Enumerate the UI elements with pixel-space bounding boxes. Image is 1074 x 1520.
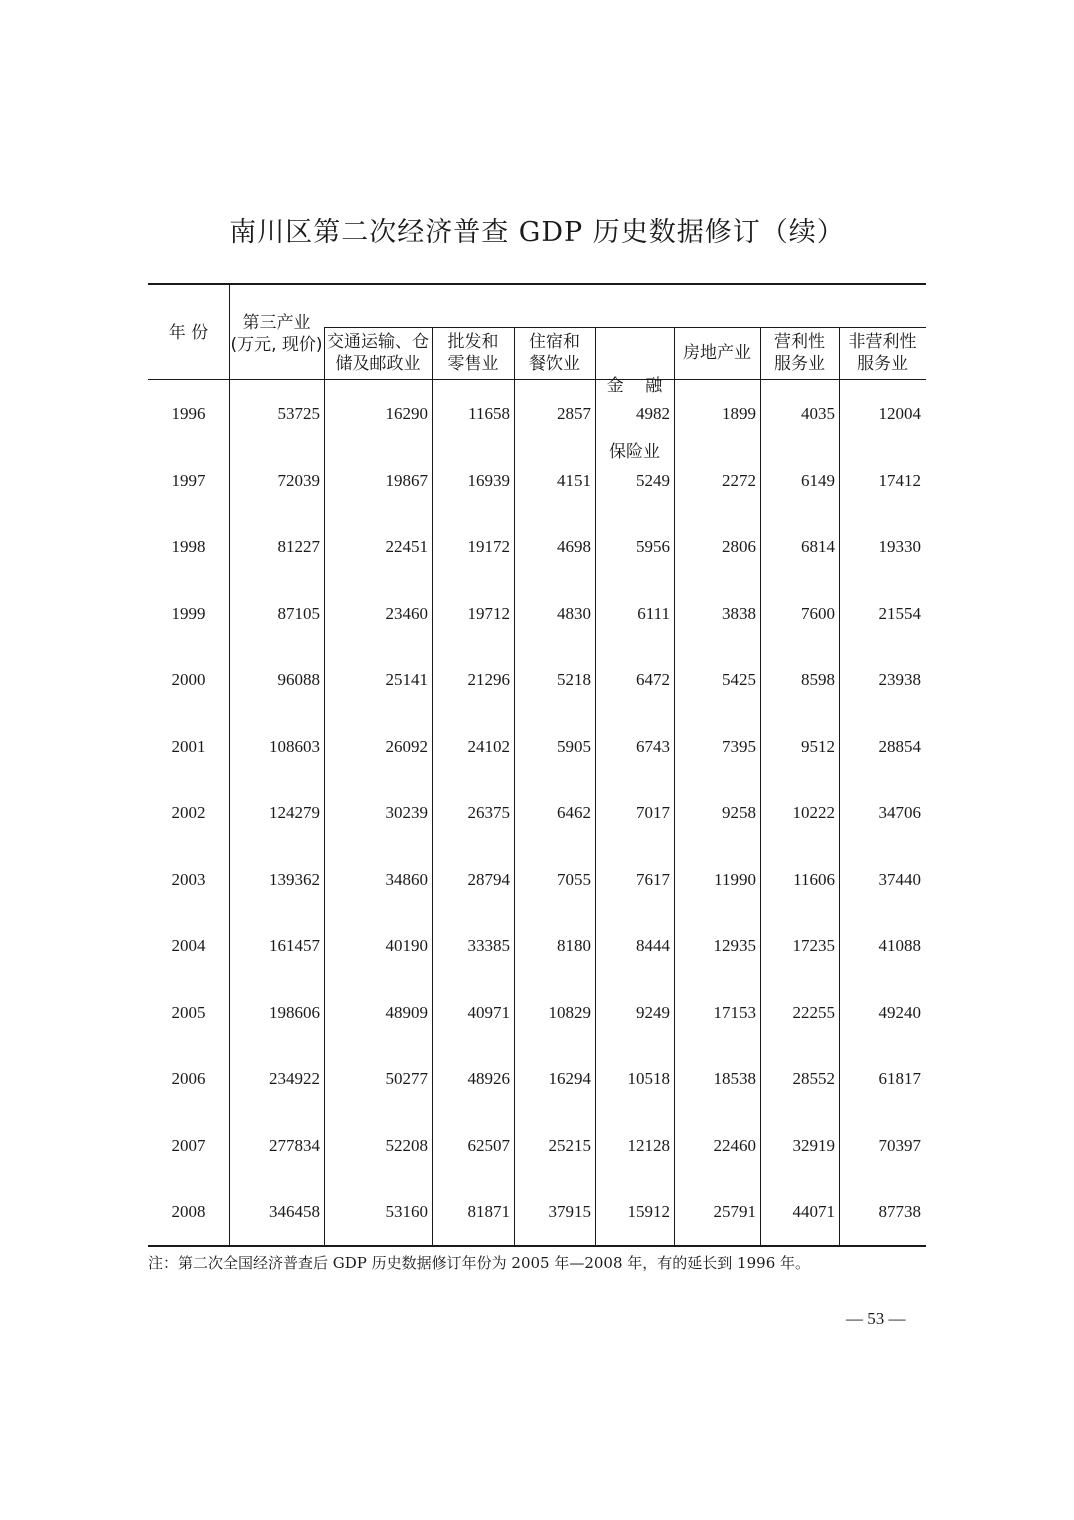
header-year: 年 份 bbox=[168, 323, 209, 343]
value-cell: 4830 bbox=[557, 604, 591, 623]
value-cell: 22460 bbox=[713, 1136, 756, 1155]
year-cell: 2008 bbox=[171, 1202, 206, 1221]
value-cell: 17412 bbox=[878, 471, 921, 490]
value-cell: 37440 bbox=[878, 870, 921, 889]
value-cell: 5905 bbox=[557, 737, 591, 756]
header-hotel bbox=[514, 331, 595, 375]
value-cell: 50277 bbox=[385, 1069, 428, 1088]
value-cell: 21554 bbox=[878, 604, 921, 623]
value-cell: 6743 bbox=[636, 737, 670, 756]
header-nonprofit-line2: 服务业 bbox=[857, 354, 908, 374]
year-cell: 2001 bbox=[171, 737, 206, 756]
value-cell: 48926 bbox=[467, 1069, 510, 1088]
value-cell: 2857 bbox=[557, 404, 591, 423]
value-cell: 277834 bbox=[269, 1136, 320, 1155]
value-cell: 19330 bbox=[878, 537, 921, 556]
header-wholesale-line1: 批发和 bbox=[447, 332, 499, 352]
value-cell: 1899 bbox=[722, 404, 756, 423]
year-cell: 2005 bbox=[171, 1003, 206, 1022]
value-cell: 10222 bbox=[792, 803, 835, 822]
year-cell: 2007 bbox=[171, 1136, 206, 1155]
value-cell: 7055 bbox=[557, 870, 591, 889]
value-cell: 21296 bbox=[467, 670, 510, 689]
value-cell: 25215 bbox=[548, 1136, 591, 1155]
value-cell: 16294 bbox=[548, 1069, 591, 1088]
header-nonprofit-line1: 非营利性 bbox=[848, 332, 917, 352]
value-cell: 9249 bbox=[636, 1003, 670, 1022]
value-cell: 53160 bbox=[385, 1202, 428, 1221]
table-header-rule bbox=[148, 379, 926, 380]
header-wholesale bbox=[432, 331, 514, 375]
header-nonprofit bbox=[839, 331, 926, 375]
column-divider bbox=[760, 327, 761, 1245]
header-tertiary-line2: (万元, 现价) bbox=[230, 335, 323, 355]
year-cell: 1996 bbox=[171, 404, 206, 423]
value-cell: 12128 bbox=[627, 1136, 670, 1155]
value-cell: 11606 bbox=[793, 870, 835, 889]
value-cell: 2272 bbox=[722, 471, 756, 490]
year-cell: 2000 bbox=[171, 670, 206, 689]
value-cell: 17153 bbox=[713, 1003, 756, 1022]
value-cell: 108603 bbox=[269, 737, 320, 756]
value-cell: 12004 bbox=[878, 404, 921, 423]
value-cell: 44071 bbox=[792, 1202, 835, 1221]
value-cell: 41088 bbox=[878, 936, 921, 955]
value-cell: 52208 bbox=[385, 1136, 428, 1155]
value-cell: 22255 bbox=[792, 1003, 835, 1022]
value-cell: 5425 bbox=[722, 670, 756, 689]
value-cell: 12935 bbox=[713, 936, 756, 955]
value-cell: 62507 bbox=[467, 1136, 510, 1155]
year-cell: 2006 bbox=[171, 1069, 206, 1088]
value-cell: 4151 bbox=[557, 471, 591, 490]
value-cell: 161457 bbox=[269, 936, 320, 955]
value-cell: 11990 bbox=[714, 870, 756, 889]
value-cell: 7017 bbox=[636, 803, 670, 822]
value-cell: 10518 bbox=[627, 1069, 670, 1088]
value-cell: 23938 bbox=[878, 670, 921, 689]
value-cell: 72039 bbox=[277, 471, 320, 490]
value-cell: 4982 bbox=[636, 404, 670, 423]
value-cell: 34706 bbox=[878, 803, 921, 822]
table-subheader-rule bbox=[324, 327, 926, 328]
header-forprofit bbox=[760, 331, 839, 375]
column-divider bbox=[229, 284, 230, 1245]
value-cell: 26092 bbox=[385, 737, 428, 756]
value-cell: 6462 bbox=[557, 803, 591, 822]
value-cell: 8444 bbox=[636, 936, 670, 955]
value-cell: 61817 bbox=[878, 1069, 921, 1088]
value-cell: 7617 bbox=[636, 870, 670, 889]
header-finance-line1: 金 融 bbox=[606, 376, 663, 396]
value-cell: 15912 bbox=[627, 1202, 670, 1221]
value-cell: 346458 bbox=[269, 1202, 320, 1221]
table-top-rule bbox=[148, 283, 926, 285]
value-cell: 10829 bbox=[548, 1003, 591, 1022]
table-bottom-rule bbox=[148, 1245, 926, 1247]
value-cell: 81871 bbox=[467, 1202, 510, 1221]
header-hotel-line1: 住宿和 bbox=[529, 332, 580, 352]
value-cell: 87738 bbox=[878, 1202, 921, 1221]
value-cell: 19712 bbox=[467, 604, 510, 623]
value-cell: 2806 bbox=[722, 537, 756, 556]
value-cell: 16290 bbox=[385, 404, 428, 423]
value-cell: 6472 bbox=[636, 670, 670, 689]
value-cell: 49240 bbox=[878, 1003, 921, 1022]
value-cell: 198606 bbox=[269, 1003, 320, 1022]
value-cell: 9512 bbox=[801, 737, 835, 756]
year-cell: 1999 bbox=[171, 604, 206, 623]
value-cell: 18538 bbox=[713, 1069, 756, 1088]
value-cell: 25141 bbox=[385, 670, 428, 689]
value-cell: 6111 bbox=[637, 604, 670, 623]
value-cell: 25791 bbox=[713, 1202, 756, 1221]
value-cell: 8180 bbox=[557, 936, 591, 955]
value-cell: 24102 bbox=[467, 737, 510, 756]
value-cell: 7395 bbox=[722, 737, 756, 756]
column-divider bbox=[324, 327, 325, 1245]
value-cell: 8598 bbox=[801, 670, 835, 689]
value-cell: 19867 bbox=[385, 471, 428, 490]
value-cell: 70397 bbox=[878, 1136, 921, 1155]
column-divider bbox=[514, 327, 515, 1245]
value-cell: 87105 bbox=[277, 604, 320, 623]
value-cell: 4035 bbox=[801, 404, 835, 423]
value-cell: 16939 bbox=[467, 471, 510, 490]
header-forprofit-line1: 营利性 bbox=[774, 332, 825, 352]
value-cell: 7600 bbox=[801, 604, 835, 623]
value-cell: 48909 bbox=[385, 1003, 428, 1022]
value-cell: 5956 bbox=[636, 537, 670, 556]
value-cell: 17235 bbox=[792, 936, 835, 955]
year-cell: 2004 bbox=[171, 936, 206, 955]
value-cell: 28552 bbox=[792, 1069, 835, 1088]
value-cell: 40190 bbox=[385, 936, 428, 955]
value-cell: 96088 bbox=[277, 670, 320, 689]
year-cell: 2003 bbox=[171, 870, 206, 889]
value-cell: 81227 bbox=[277, 537, 320, 556]
header-hotel-line2: 餐饮业 bbox=[529, 354, 580, 374]
year-cell: 1997 bbox=[171, 471, 206, 490]
value-cell: 19172 bbox=[467, 537, 510, 556]
value-cell: 5249 bbox=[636, 471, 670, 490]
value-cell: 26375 bbox=[467, 803, 510, 822]
value-cell: 34860 bbox=[385, 870, 428, 889]
value-cell: 6149 bbox=[801, 471, 835, 490]
value-cell: 28854 bbox=[878, 737, 921, 756]
header-tertiary bbox=[229, 312, 324, 356]
value-cell: 33385 bbox=[467, 936, 510, 955]
value-cell: 30239 bbox=[385, 803, 428, 822]
value-cell: 3838 bbox=[722, 604, 756, 623]
header-transport bbox=[322, 331, 434, 375]
column-divider bbox=[839, 327, 840, 1245]
value-cell: 5218 bbox=[557, 670, 591, 689]
value-cell: 23460 bbox=[385, 604, 428, 623]
value-cell: 11658 bbox=[468, 404, 510, 423]
value-cell: 22451 bbox=[385, 537, 428, 556]
page-number: — 53 — bbox=[846, 1309, 906, 1328]
value-cell: 124279 bbox=[269, 803, 320, 822]
value-cell: 37915 bbox=[548, 1202, 591, 1221]
header-tertiary-line1: 第三产业 bbox=[242, 313, 311, 333]
value-cell: 32919 bbox=[792, 1136, 835, 1155]
header-transport-line2: 储及邮政业 bbox=[335, 354, 421, 374]
value-cell: 4698 bbox=[557, 537, 591, 556]
value-cell: 40971 bbox=[467, 1003, 510, 1022]
value-cell: 9258 bbox=[722, 803, 756, 822]
header-forprofit-line2: 服务业 bbox=[774, 354, 825, 374]
year-cell: 1998 bbox=[171, 537, 206, 556]
column-divider bbox=[674, 327, 675, 1245]
header-realestate: 房地产业 bbox=[683, 343, 751, 363]
table-footnote: 注：第二次全国经济普查后 GDP 历史数据修订年份为 2005 年—2008 年，有的延长到 1996 年。 bbox=[148, 1254, 811, 1272]
header-transport-line1: 交通运输、仓 bbox=[327, 332, 429, 352]
page-title: 南川区第二次经济普查 GDP 历史数据修订（续） bbox=[229, 217, 845, 248]
header-finance-line2: 保险业 bbox=[609, 442, 660, 462]
value-cell: 139362 bbox=[269, 870, 320, 889]
year-cell: 2002 bbox=[171, 803, 206, 822]
value-cell: 53725 bbox=[277, 404, 320, 423]
header-wholesale-line2: 零售业 bbox=[447, 354, 499, 374]
column-divider bbox=[432, 327, 433, 1245]
value-cell: 6814 bbox=[801, 537, 835, 556]
value-cell: 28794 bbox=[467, 870, 510, 889]
value-cell: 234922 bbox=[269, 1069, 320, 1088]
